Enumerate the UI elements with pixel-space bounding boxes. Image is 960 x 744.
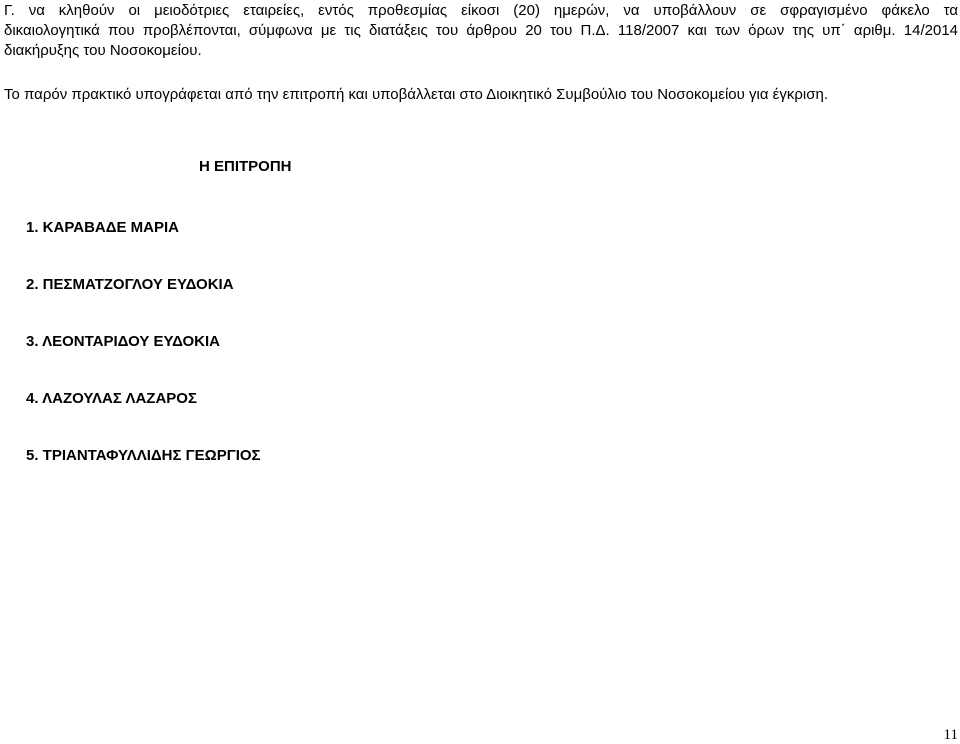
committee-member-2: 2. ΠΕΣΜΑΤΖΟΓΛΟΥ ΕΥΔΟΚΙΑ xyxy=(26,276,234,293)
committee-title: Η ΕΠΙΤΡΟΠΗ xyxy=(199,158,292,175)
page-number: 11 xyxy=(943,727,958,743)
committee-members-list xyxy=(26,219,261,504)
committee-member-3: 3. ΛΕΟΝΤΑΡΙΔΟΥ ΕΥΔΟΚΙΑ xyxy=(26,333,221,350)
decision-paragraph-rest: δικαιολογητικά που προβλέπονται, σύμφωνα με τις διατάξεις του άρθρου 20 του Π.Δ. 118/2007 και των όρων της υπ΄ αριθμ. 14/2014 διακήρυξης του Νοσοκομείου. xyxy=(4,22,958,59)
signature-paragraph: Το παρόν πρακτικό υπογράφεται από την επιτροπή και υποβάλλεται στο Διοικητικό Συμβούλιο του Νοσοκομείου για έγκριση. xyxy=(4,86,828,103)
decision-paragraph xyxy=(4,1,958,61)
decision-paragraph-line1: Γ. να κληθούν οι μειοδότριες εταιρείες, εντός προθεσμίας είκοσι (20) ημερών, να υποβάλλουν σε σφραγισμένο φάκελο τα xyxy=(4,2,958,19)
committee-member-1: 1. ΚΑΡΑΒΑΔΕ ΜΑΡΙΑ xyxy=(26,219,180,236)
committee-member-4: 4. ΛΑΖΟΥΛΑΣ ΛΑΖΑΡΟΣ xyxy=(26,390,197,407)
committee-member-5: 5. ΤΡΙΑΝΤΑΦΥΛΛΙΔΗΣ ΓΕΩΡΓΙΟΣ xyxy=(26,447,261,464)
